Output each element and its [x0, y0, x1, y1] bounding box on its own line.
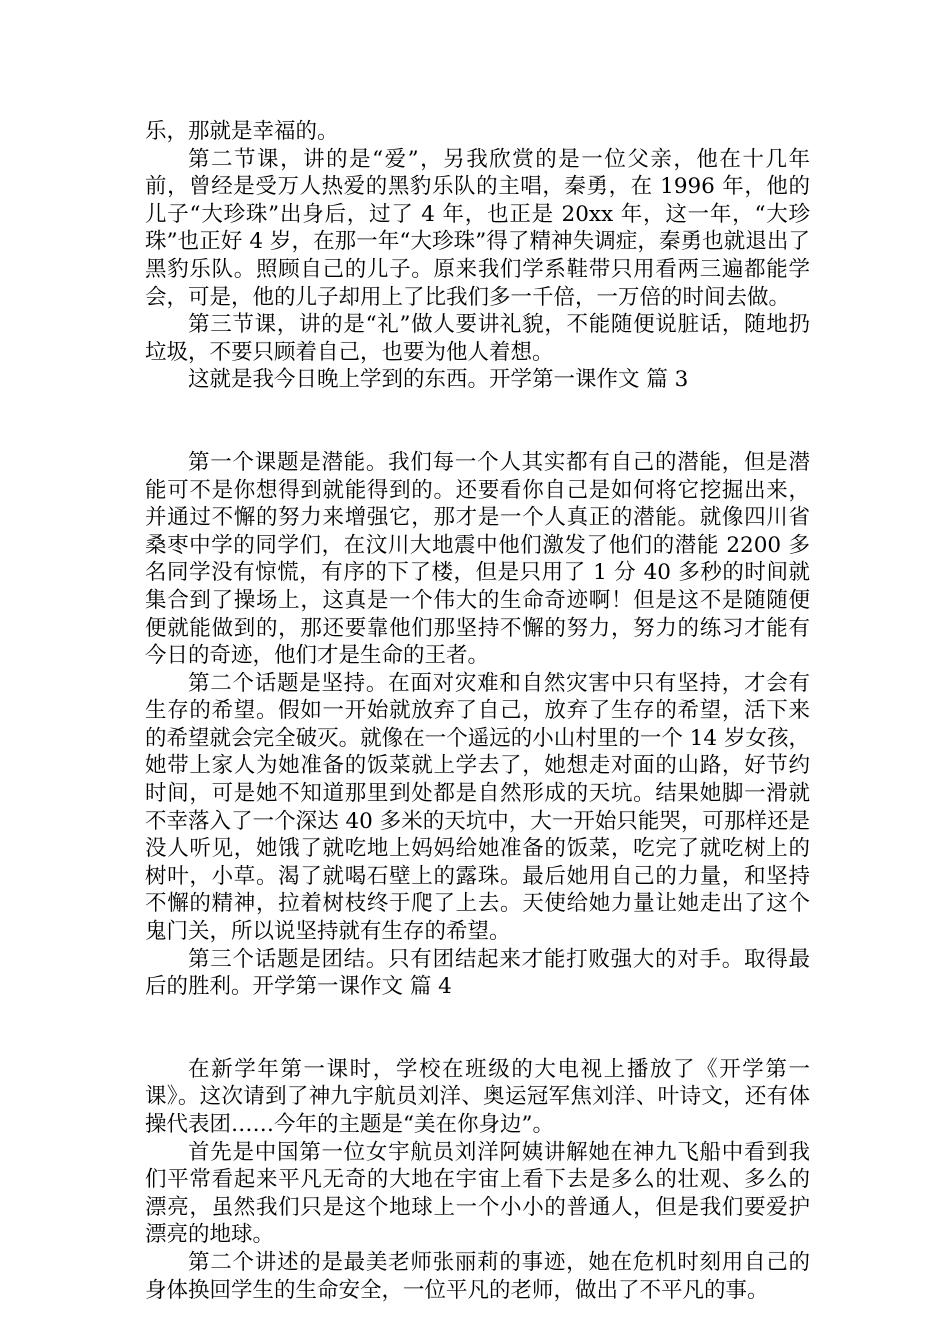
- paragraph-potential: 第一个课题是潜能。我们每一个人其实都有自己的潜能，但是潜能可不是你想得到就能得到的。还要看你自己是如何将它挖掘出来，并通过不懈的努力来增强它，那才是一个人真正的潜能。就像四川省桑枣中学的同学们，在汶川大地震中他们激发了他们的潜能 2200 多名同学没有惊慌，有序的下了楼，但是只用了 1 分 40 多秒的时间就集合到了操场上，这真是一个伟大的生命奇迹啊！但是这不是随随便便就能做到的，那还要靠他们那坚持不懈的努力，努力的练习才能有今日的奇迹，他们才是生命的王者。: [145, 449, 810, 669]
- paragraph-astronaut: 首先是中国第一位女宇航员刘洋阿姨讲解她在神九飞船中看到我们平常看起来平凡无奇的大地在宇宙上看下去是多么的壮观、多么的漂亮，虽然我们只是这个地球上一个小小的普通人，但是我们要爱护漂亮的地球。: [145, 1139, 810, 1248]
- paragraph-love-lesson: 第二节课，讲的是“爱”，另我欣赏的是一位父亲，他在十几年前，曾经是受万人热爱的黑豹乐队的主唱，秦勇，在 1996 年，他的儿子“大珍珠”出身后，过了 4 年，也正是 20xx 年，这一年，“大珍珠”也正好 4 岁，在那一年“大珍珠”得了精神失调症，秦勇也就退出了黑豹乐队。照顾自己的儿子。原来我们学系鞋带只用看两三遍都能学会，可是，他的儿子却用上了比我们多一千倍，一万倍的时间去做。: [145, 146, 810, 310]
- paragraph-essay-3-heading: 这就是我今日晚上学到的东西。开学第一课作文 篇 3: [188, 367, 689, 393]
- paragraph-teacher: 第二个讲述的是最美老师张丽莉的事迹，她在危机时刻用自己的身体换回学生的生命安全，一位平凡的老师，做出了不平凡的事。: [145, 1249, 810, 1303]
- paragraph-unity-essay-4-heading: 第三个话题是团结。只有团结起来才能打败强大的对手。取得最后的胜利。开学第一课作文 篇 4: [145, 946, 810, 1000]
- document-page: [145, 118, 810, 1304]
- paragraph-courtesy-lesson: 第三节课，讲的是“礼”做人要讲礼貌，不能随便说脏话，随地扔垃圾，不要只顾着自己，也要为他人着想。: [145, 312, 810, 365]
- paragraph-new-term-intro: 在新学年第一课时，学校在班级的大电视上播放了《开学第一课》。这次请到了神九宇航员刘洋、奥运冠军焦刘洋、叶诗文，还有体操代表团……今年的主题是“美在你身边”。: [145, 1056, 810, 1137]
- section-gap: [145, 1001, 810, 1056]
- paragraph-persistence: 第二个话题是坚持。在面对灾难和自然灾害中只有坚持，才会有生存的希望。假如一开始就放弃了自己，放弃了生存的希望，活下来的希望就会完全破灭。就像在一个遥远的小山村里的一个 14 岁女孩，她带上家人为她准备的饭菜就上学去了，她想走对面的山路，好节约时间，可是她不知道那里到处都是自然形成的天坑。结果她脚一滑就不幸落入了一个深达 40 多米的天坑中，大一开始只能哭，可那样还是没人听见，她饿了就吃地上妈妈给她准备的饭菜，吃完了就吃树上的树叶，小草。渴了就喝石壁上的露珠。最后她用自己的力量，和坚持不懈的精神，拉着树枝终于爬了上去。天使给她力量让她走出了这个鬼门关，所以说坚持就有生存的希望。: [145, 670, 810, 945]
- paragraph-continuation: 乐，那就是幸福的。: [145, 119, 339, 144]
- section-gap: [145, 394, 810, 449]
